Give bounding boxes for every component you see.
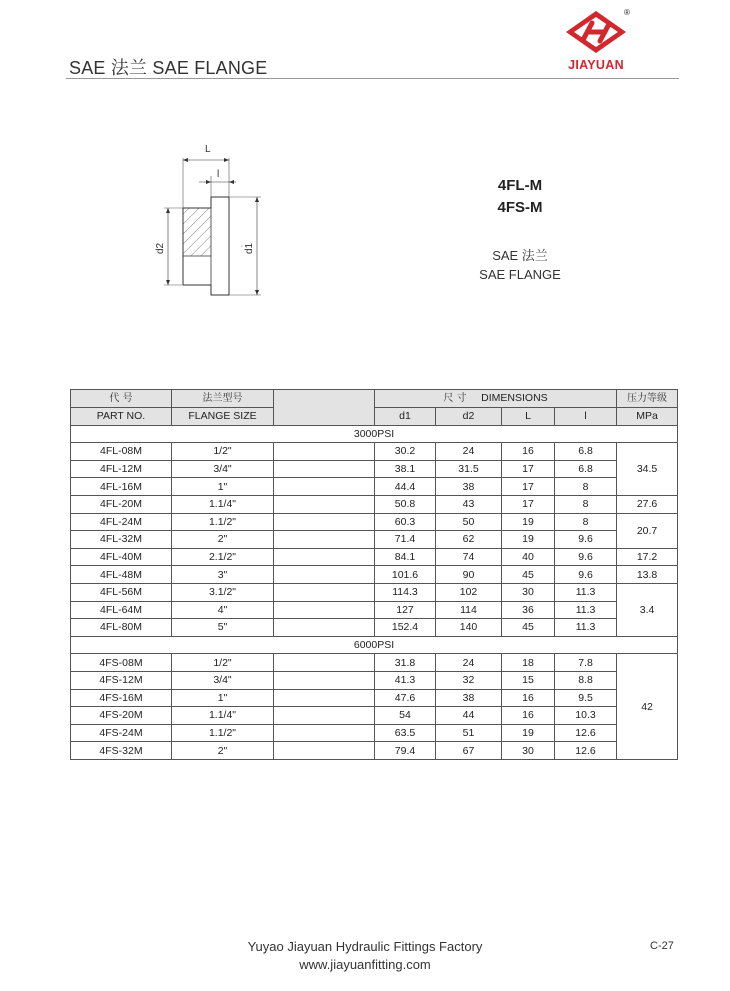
- flange-size-cell: 4": [172, 601, 274, 619]
- d2-cell: 32: [436, 671, 502, 689]
- L-cell: 19: [502, 724, 555, 742]
- l-cell: 11.3: [555, 601, 617, 619]
- flange-size-cell: 1.1/2": [172, 513, 274, 531]
- flange-size-cell: 2": [172, 742, 274, 760]
- table-row: [71, 460, 678, 478]
- table-row: [71, 601, 678, 619]
- blank-cell: [274, 671, 375, 689]
- dim-label-d2: d2: [155, 242, 166, 254]
- L-cell: 16: [502, 689, 555, 707]
- part-number-cell: 4FS-20M: [71, 707, 172, 725]
- pressure-section-label: 6000PSI: [71, 636, 678, 654]
- pressure-rating-cell: 17.2: [617, 548, 678, 566]
- part-number-cell: 4FS-24M: [71, 724, 172, 742]
- table-header-row-1: [71, 390, 678, 408]
- pressure-section-row: [71, 425, 678, 443]
- table-row: [71, 443, 678, 461]
- header-blank: [274, 390, 375, 426]
- header-pressure-cn: 压力等级: [617, 390, 678, 408]
- flange-size-cell: 1": [172, 478, 274, 496]
- part-number-cell: 4FL-24M: [71, 513, 172, 531]
- part-number-cell: 4FL-64M: [71, 601, 172, 619]
- d1-cell: 114.3: [375, 583, 436, 601]
- table-row: [71, 619, 678, 637]
- registered-mark: ®: [624, 8, 630, 17]
- table-row: [71, 531, 678, 549]
- footer-website: www.jiayuanfitting.com: [299, 957, 431, 972]
- d1-cell: 50.8: [375, 495, 436, 513]
- flange-size-cell: 1/2": [172, 443, 274, 461]
- flange-size-cell: 3/4": [172, 460, 274, 478]
- L-cell: 17: [502, 478, 555, 496]
- flange-size-cell: 1.1/4": [172, 495, 274, 513]
- blank-cell: [274, 443, 375, 461]
- blank-cell: [274, 654, 375, 672]
- part-number-cell: 4FL-12M: [71, 460, 172, 478]
- l-cell: 6.8: [555, 443, 617, 461]
- l-cell: 9.6: [555, 531, 617, 549]
- table-row: [71, 724, 678, 742]
- L-cell: 15: [502, 671, 555, 689]
- pressure-rating-cell: 20.7: [617, 513, 678, 548]
- footer-company: Yuyao Jiayuan Hydraulic Fittings Factory: [247, 939, 483, 954]
- header-flange-size: FLANGE SIZE: [172, 408, 274, 426]
- l-cell: 10.3: [555, 707, 617, 725]
- d2-cell: 50: [436, 513, 502, 531]
- L-cell: 30: [502, 583, 555, 601]
- flange-size-cell: 1": [172, 689, 274, 707]
- pressure-rating-cell: 42: [617, 654, 678, 760]
- dim-label-l: l: [217, 169, 220, 180]
- L-cell: 17: [502, 495, 555, 513]
- blank-cell: [274, 619, 375, 637]
- d2-cell: 90: [436, 566, 502, 584]
- page-number: C-27: [650, 940, 674, 952]
- pressure-section-row: [71, 636, 678, 654]
- part-number-cell: 4FL-08M: [71, 443, 172, 461]
- d2-cell: 74: [436, 548, 502, 566]
- d2-cell: 44: [436, 707, 502, 725]
- flange-size-cell: 2.1/2": [172, 548, 274, 566]
- pressure-rating-cell: 27.6: [617, 495, 678, 513]
- pressure-rating-cell: 3.4: [617, 583, 678, 636]
- model-number-secondary: 4FS-M: [497, 199, 543, 216]
- pressure-rating-cell: 13.8: [617, 566, 678, 584]
- pressure-rating-cell: 34.5: [617, 443, 678, 496]
- d2-cell: 51: [436, 724, 502, 742]
- d1-cell: 63.5: [375, 724, 436, 742]
- header-mpa: MPa: [617, 408, 678, 426]
- blank-cell: [274, 707, 375, 725]
- part-number-cell: 4FL-48M: [71, 566, 172, 584]
- product-name-en: SAE FLANGE: [479, 267, 561, 282]
- flange-size-cell: 5": [172, 619, 274, 637]
- header-L: L: [502, 408, 555, 426]
- header-code-cn: 代 号: [71, 390, 172, 408]
- d2-cell: 67: [436, 742, 502, 760]
- table-row: [71, 478, 678, 496]
- flange-size-cell: 1.1/4": [172, 707, 274, 725]
- product-name-cn: SAE 法兰: [492, 248, 548, 263]
- d1-cell: 41.3: [375, 671, 436, 689]
- blank-cell: [274, 742, 375, 760]
- d1-cell: 101.6: [375, 566, 436, 584]
- d2-cell: 140: [436, 619, 502, 637]
- d1-cell: 31.8: [375, 654, 436, 672]
- flange-drawing: [150, 138, 270, 298]
- L-cell: 45: [502, 566, 555, 584]
- l-cell: 12.6: [555, 742, 617, 760]
- header-l: l: [555, 408, 617, 426]
- part-number-cell: 4FS-32M: [71, 742, 172, 760]
- blank-cell: [274, 478, 375, 496]
- company-logo: [556, 8, 636, 76]
- header-divider: [66, 78, 679, 79]
- L-cell: 40: [502, 548, 555, 566]
- blank-cell: [274, 531, 375, 549]
- blank-cell: [274, 689, 375, 707]
- d1-cell: 47.6: [375, 689, 436, 707]
- header-d1: d1: [375, 408, 436, 426]
- part-number-cell: 4FL-40M: [71, 548, 172, 566]
- blank-cell: [274, 513, 375, 531]
- d1-cell: 38.1: [375, 460, 436, 478]
- table-body: [71, 425, 678, 759]
- flange-size-cell: 1.1/2": [172, 724, 274, 742]
- header-dims-en: DIMENSIONS: [481, 392, 548, 404]
- L-cell: 19: [502, 513, 555, 531]
- l-cell: 9.6: [555, 566, 617, 584]
- L-cell: 17: [502, 460, 555, 478]
- part-number-cell: 4FL-16M: [71, 478, 172, 496]
- blank-cell: [274, 495, 375, 513]
- logo-text: JIAYUAN: [568, 58, 624, 72]
- flange-size-cell: 3.1/2": [172, 583, 274, 601]
- l-cell: 9.6: [555, 548, 617, 566]
- blank-cell: [274, 583, 375, 601]
- blank-cell: [274, 460, 375, 478]
- flange-spec-table: [70, 389, 678, 760]
- d2-cell: 31.5: [436, 460, 502, 478]
- part-number-cell: 4FL-32M: [71, 531, 172, 549]
- d2-cell: 38: [436, 478, 502, 496]
- table-row: [71, 513, 678, 531]
- L-cell: 16: [502, 443, 555, 461]
- d1-cell: 127: [375, 601, 436, 619]
- model-number-primary: 4FL-M: [497, 177, 543, 194]
- header-dimensions: [375, 390, 617, 408]
- l-cell: 7.8: [555, 654, 617, 672]
- l-cell: 11.3: [555, 619, 617, 637]
- l-cell: 8: [555, 495, 617, 513]
- l-cell: 12.6: [555, 724, 617, 742]
- d2-cell: 24: [436, 443, 502, 461]
- d2-cell: 114: [436, 601, 502, 619]
- L-cell: 45: [502, 619, 555, 637]
- l-cell: 8.8: [555, 671, 617, 689]
- l-cell: 8: [555, 513, 617, 531]
- table-row: [71, 707, 678, 725]
- table-row: [71, 654, 678, 672]
- part-number-cell: 4FL-20M: [71, 495, 172, 513]
- d1-cell: 54: [375, 707, 436, 725]
- d2-cell: 43: [436, 495, 502, 513]
- d1-cell: 152.4: [375, 619, 436, 637]
- part-number-cell: 4FS-08M: [71, 654, 172, 672]
- d2-cell: 38: [436, 689, 502, 707]
- flange-size-cell: 2": [172, 531, 274, 549]
- table-header-row-2: [71, 408, 678, 426]
- flange-section-diagram: [150, 138, 270, 298]
- blank-cell: [274, 548, 375, 566]
- l-cell: 9.5: [555, 689, 617, 707]
- flange-size-cell: 1/2": [172, 654, 274, 672]
- d2-cell: 102: [436, 583, 502, 601]
- part-number-cell: 4FS-12M: [71, 671, 172, 689]
- l-cell: 8: [555, 478, 617, 496]
- l-cell: 11.3: [555, 583, 617, 601]
- d2-cell: 24: [436, 654, 502, 672]
- flange-size-cell: 3/4": [172, 671, 274, 689]
- L-cell: 19: [502, 531, 555, 549]
- table-row: [71, 495, 678, 513]
- blank-cell: [274, 724, 375, 742]
- l-cell: 6.8: [555, 460, 617, 478]
- table-row: [71, 671, 678, 689]
- d2-cell: 62: [436, 531, 502, 549]
- dim-label-L: L: [205, 144, 211, 155]
- flange-size-cell: 3": [172, 566, 274, 584]
- L-cell: 30: [502, 742, 555, 760]
- d1-cell: 71.4: [375, 531, 436, 549]
- table-row: [71, 583, 678, 601]
- d1-cell: 84.1: [375, 548, 436, 566]
- header-d2: d2: [436, 408, 502, 426]
- part-number-cell: 4FS-16M: [71, 689, 172, 707]
- part-number-cell: 4FL-80M: [71, 619, 172, 637]
- d1-cell: 44.4: [375, 478, 436, 496]
- pressure-section-label: 3000PSI: [71, 425, 678, 443]
- L-cell: 16: [502, 707, 555, 725]
- L-cell: 18: [502, 654, 555, 672]
- L-cell: 36: [502, 601, 555, 619]
- blank-cell: [274, 601, 375, 619]
- page-title: SAE 法兰 SAE FLANGE: [69, 58, 268, 78]
- d1-cell: 60.3: [375, 513, 436, 531]
- table-row: [71, 742, 678, 760]
- table-row: [71, 566, 678, 584]
- part-number-cell: 4FL-56M: [71, 583, 172, 601]
- d1-cell: 79.4: [375, 742, 436, 760]
- header-dims-cn: 尺 寸: [443, 393, 467, 404]
- header-flange-cn: 法兰型号: [172, 390, 274, 408]
- blank-cell: [274, 566, 375, 584]
- table-row: [71, 689, 678, 707]
- table-row: [71, 548, 678, 566]
- d1-cell: 30.2: [375, 443, 436, 461]
- dim-label-d1: d1: [244, 242, 255, 254]
- header-part-no: PART NO.: [71, 408, 172, 426]
